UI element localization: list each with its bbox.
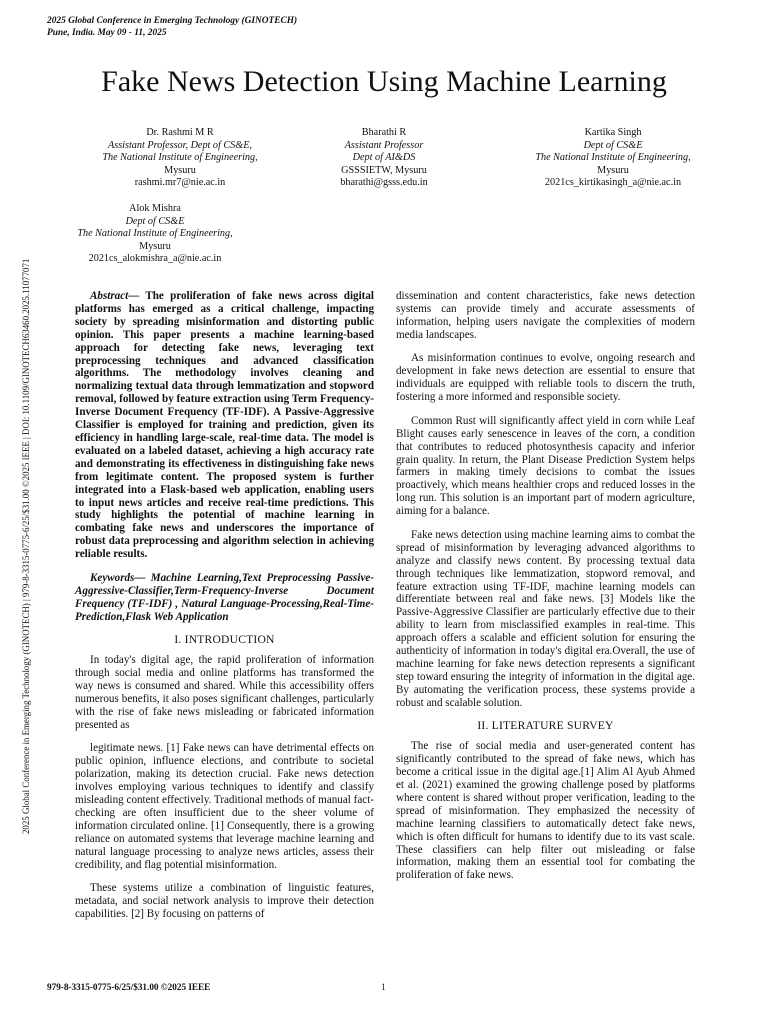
- literature-paragraph-1: The rise of social media and user-generated content has significantly contributed to the spread of fake news, which has become a critical issue in the digital age.[1] Alim Al Ayub Ahmed et al. (2021) examined the growing challenge posed by platforms where content is shared without proper verification, leading to the spread of misinformation. They emphasized the necessity of machine learning classifiers to automatically detect fake news, which is often difficult for humans to identify due to its vast scale. These classifiers can help filter out misleading or false information, making them an essential tool for combating the proliferation of fake news.: [396, 740, 695, 882]
- author-city: Mysuru: [597, 164, 629, 176]
- author-email: 2021cs_kirtikasingh_a@nie.ac.in: [544, 177, 682, 189]
- author-email: rashmi.mr7@nie.ac.in: [134, 177, 226, 189]
- author-name: Kartika Singh: [584, 127, 642, 138]
- keywords-label: Keywords—: [90, 571, 146, 584]
- page-number: 1: [381, 982, 386, 992]
- intro-paragraph-7: Fake news detection using machine learning aims to combat the spread of misinformation by leveraging advanced algorithms to analyze and classify news content. By processing textual data through techniques like lemmatization, stopword removal, and feature extraction using TF-IDF, machine learning models can differentiate between real and fake news. [3] Models like the Passive-Aggressive Classifier are particularly effective due to their ability to learn from misclassified examples in real-time. This approach offers a scalable and efficient solution for ensuring the authenticity of information in today's digital era.Overall, the use of machine learning for fake news detection represents a significant step toward ensuring the integrity of information in the digital age. By automating the verification process, these systems provide a robust and scalable solution.: [396, 528, 695, 709]
- intro-paragraph-2: legitimate news. [1] Fake news can have detrimental effects on public opinion, influence elections, and contribute to societal polarization, making its detection crucial. Fake news detection involves employing various techniques to identify and classify misleading content effectively. Traditional methods of manual fact-checking are often insufficient due to the sheer volume of information circulated online. [1] Consequently, there is a growing reliance on automated systems that leverage machine learning and natural language processing to analyze news articles, assess their credibility, and flag potential misinformation.: [75, 742, 374, 871]
- conference-location-date: Pune, India. May 09 - 11, 2025: [47, 28, 167, 38]
- author-block-1: [55, 127, 305, 190]
- author-city: Mysuru: [139, 240, 171, 252]
- author-org: The National Institute of Engineering,: [77, 228, 233, 240]
- author-city: GSSSIETW, Mysuru: [341, 164, 427, 176]
- right-column: [396, 290, 695, 893]
- paper-title: Fake News Detection Using Machine Learning: [101, 65, 667, 98]
- author-role: Assistant Professor: [344, 139, 424, 151]
- keywords-text: Machine Learning,Text Preprocessing Passive-Aggressive-Classifier,Term-Frequency-Inverse Document Frequency (TF-IDF) , Natural Language-Processing,Real-Time-Prediction,Flask Web Application: [75, 571, 374, 623]
- author-email: 2021cs_alokmishra_a@nie.ac.in: [88, 253, 222, 265]
- intro-paragraph-6: Common Rust will significantly affect yield in corn while Leaf Blight causes early senescence in leaves of the corn, a condition that contributes to reduced photosynthesis capacity and inferior grain quality. In return, the Plant Disease Prediction System helps farmers in making timely decisions to combat the issues proactively, which means healthier crops and reduced losses in the long run. This solution is an important part of modern agriculture, aiming for a balance.: [396, 414, 695, 518]
- author-city: Mysuru: [164, 164, 196, 176]
- author-name: Alok Mishra: [129, 203, 181, 214]
- author-role: Dept of CS&E: [125, 215, 185, 227]
- conference-name: 2025 Global Conference in Emerging Technology (GINOTECH): [47, 16, 298, 26]
- conference-header: [47, 15, 297, 39]
- author-org: Dept of AI&DS: [352, 152, 416, 164]
- intro-paragraph-3: These systems utilize a combination of linguistic features, metadata, and social network analysis to improve their detection capabilities. [2] By focusing on patterns of: [75, 882, 374, 921]
- abstract-label: Abstract—: [90, 290, 140, 302]
- abstract-text: The proliferation of fake news across digital platforms has emerged as a critical challenge, impacting society by spreading misinformation and distorting public opinion. This paper presents a machine learning-based approach for detecting fake news, leveraging text preprocessing techniques and advanced classification algorithms. The methodology involves cleaning and normalizing textual data through lemmatization and stopword removal, followed by feature extraction using Term Frequency-Inverse Document Frequency (TF-IDF). A Passive-Aggressive Classifier is employed for training and prediction, given its efficiency in handling large-scale, real-time data. The model is evaluated on a labeled dataset, achieving a high accuracy rate and demonstrating its effectiveness in distinguishing fake news from legitimate content. The proposed system is further integrated into a Flask-based web application, enabling users to input news articles and receive real-time predictions. This study highlights the potential of machine learning in combating fake news and underscores the importance of robust data preprocessing and algorithm selection in achieving reliable results.: [75, 290, 374, 561]
- author-org: The National Institute of Engineering,: [102, 152, 258, 164]
- intro-paragraph-4: dissemination and content characteristics, fake news detection systems can provide timely and accurate assessments of information, helping users navigate the complexities of modern media landscapes.: [396, 290, 695, 341]
- keywords: [75, 572, 374, 624]
- section-heading-literature-survey: II. LITERATURE SURVEY: [477, 719, 614, 733]
- author-block-3: [488, 127, 738, 190]
- doi-sidebar: [8, 194, 31, 834]
- doi-sidebar-text: 2025 Global Conference in Emerging Technology (GINOTECH) | 979-8-3315-0775-6/25/$31.00 ©2025 IEEE | DOI: 10.1109/GINOTECH63460.2025.11077071: [21, 258, 31, 834]
- author-block-2: [284, 127, 484, 190]
- section-heading-introduction: I. INTRODUCTION: [174, 633, 275, 647]
- author-name: Bharathi R: [361, 127, 407, 138]
- author-org: The National Institute of Engineering,: [535, 152, 691, 164]
- author-block-4: [30, 203, 280, 266]
- intro-paragraph-5: As misinformation continues to evolve, ongoing research and development in fake news detection are essential to ensure that individuals are equipped with reliable tools to discern the truth, fostering a more informed and responsible society.: [396, 352, 695, 404]
- left-column: [75, 290, 374, 932]
- author-role: Dept of CS&E: [583, 139, 643, 151]
- abstract: [75, 290, 374, 561]
- footer-isbn: 979-8-3315-0775-6/25/$31.00 ©2025 IEEE: [47, 982, 211, 992]
- author-name: Dr. Rashmi M R: [146, 127, 214, 138]
- author-role: Assistant Professor, Dept of CS&E,: [108, 139, 252, 151]
- intro-paragraph-1: In today's digital age, the rapid proliferation of information through social media and online platforms has transformed the way news is consumed and shared. While this accessibility offers numerous benefits, it also poses significant challenges, particularly with the rise of fake news misleading or fabricated information presented as: [75, 654, 374, 731]
- author-email: bharathi@gsss.edu.in: [340, 177, 428, 189]
